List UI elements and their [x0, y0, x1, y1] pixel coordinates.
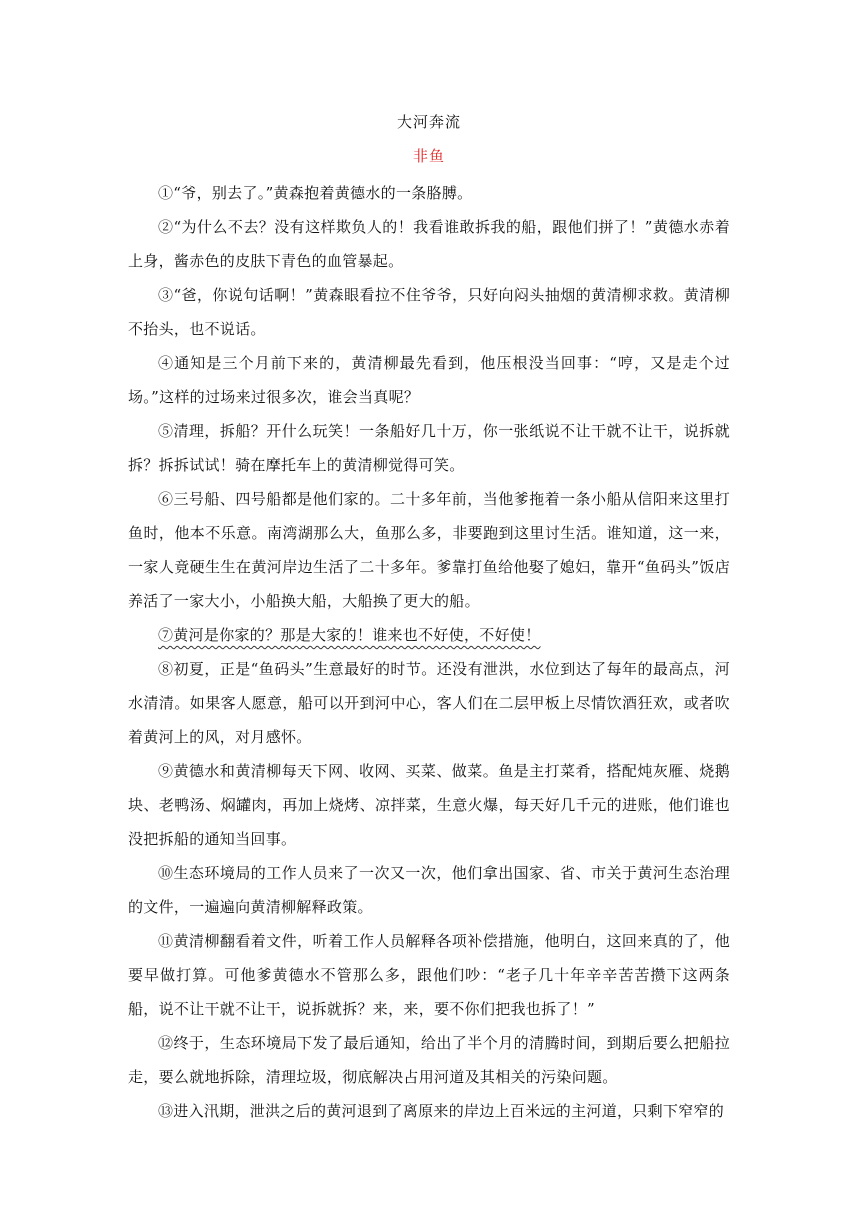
wavy-underlined-sentence: ⑦黄河是你家的？那是大家的！谁来也不好使，不好使！ [158, 626, 541, 644]
document-page [128, 108, 730, 1128]
paragraph-7-underlined [128, 618, 730, 652]
paragraph-11: ⑪黄清柳翻看着文件，听着工作人员解释各项补偿措施，他明白，这回来真的了，他要早做打算。可他爹黄德水不管那么多，跟他们吵：“老子几十年辛辛苦苦攒下这两条船，说不让干就不让干，说拆就拆？来，来，要不你们把我也拆了！” [128, 932, 730, 1018]
paragraph-8: ⑧初夏，正是“鱼码头”生意最好的时节。还没有泄洪，水位到达了每年的最高点，河水清清。如果客人愿意，船可以开到河中心，客人们在二层甲板上尽情饮酒狂欢，或者吹着黄河上的风，对月感怀。 [128, 660, 730, 746]
paragraph-4: ④通知是三个月前下来的，黄清柳最先看到，他压根没当回事：“哼，又是走个过场。”这样的过场来过很多次，谁会当真呢？ [128, 354, 730, 406]
paragraph-13: ⑬进入汛期，泄洪之后的黄河退到了离原来的岸边上百米远的主河道，只剩下窄窄的 [158, 1102, 725, 1120]
article-author: 非鱼 [412, 147, 445, 165]
paragraph-3: ③“爸，你说句话啊！”黄森眼看拉不住爷爷，只好向闷头抽烟的黄清柳求救。黄清柳不抬头，也不说话。 [128, 286, 730, 338]
paragraph-2: ②“为什么不去？没有这样欺负人的！我看谁敢拆我的船，跟他们拼了！”黄德水赤着上身，酱赤色的皮肤下青色的血管暴起。 [128, 218, 730, 270]
paragraph-5: ⑤清理，拆船？开什么玩笑！一条船好几十万，你一张纸说不让干就不让干，说拆就拆？拆拆试试！骑在摩托车上的黄清柳觉得可笑。 [128, 422, 730, 474]
paragraph-1: ①“爷，别去了。”黄森抱着黄德水的一条胳膊。 [158, 184, 473, 202]
paragraph-10: ⑩生态环境局的工作人员来了一次又一次，他们拿出国家、省、市关于黄河生态治理的文件，一遍遍向黄清柳解释政策。 [128, 864, 730, 916]
paragraph-12: ⑫终于，生态环境局下发了最后通知，给出了半个月的清腾时间，到期后要么把船拉走，要么就地拆除，清理垃圾，彻底解决占用河道及其相关的污染问题。 [128, 1034, 730, 1086]
paragraph-9: ⑨黄德水和黄清柳每天下网、收网、买菜、做菜。鱼是主打菜肴，搭配炖灰雁、烧鹅块、老鸭汤、焖罐肉，再加上烧烤、凉拌菜，生意火爆，每天好几千元的进账，他们谁也没把拆船的通知当回事。 [128, 762, 730, 848]
article-title: 大河奔流 [396, 113, 461, 131]
paragraph-6: ⑥三号船、四号船都是他们家的。二十多年前，当他爹拖着一条小船从信阳来这里打鱼时，他本不乐意。南湾湖那么大，鱼那么多，非要跑到这里讨生活。谁知道，这一来，一家人竟硬生生在黄河岸边生活了二十多年。爹靠打鱼给他娶了媳妇，靠开“鱼码头”饭店养活了一家大小，小船换大船，大船换了更大的船。 [128, 490, 730, 610]
